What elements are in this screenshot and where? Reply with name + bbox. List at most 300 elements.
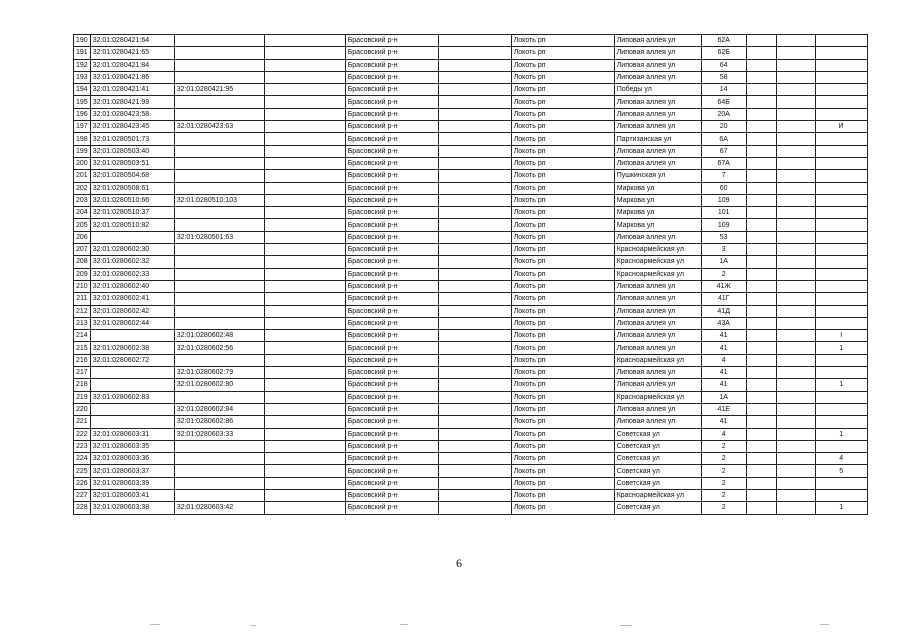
- table-cell: 32:01:0280423:45: [90, 121, 174, 133]
- table-cell: 32:01:0280603:39: [90, 477, 174, 489]
- table-cell: [90, 403, 174, 415]
- table-cell: [90, 231, 174, 243]
- table-cell: [174, 280, 264, 292]
- table-cell: [776, 391, 815, 403]
- table-cell: [264, 96, 345, 108]
- table-cell: [438, 219, 511, 231]
- table-cell: [776, 453, 815, 465]
- table-cell: [776, 35, 815, 47]
- table-cell: 32:01:0280602:40: [90, 280, 174, 292]
- table-cell: [776, 354, 815, 366]
- table-cell: [438, 305, 511, 317]
- table-cell: 7: [701, 170, 746, 182]
- table-cell: Локоть рп: [511, 84, 614, 96]
- table-cell: Брасовский р-н: [345, 465, 438, 477]
- table-row: [74, 47, 868, 59]
- table-cell: [438, 440, 511, 452]
- table-cell: [438, 96, 511, 108]
- table-row: [74, 219, 868, 231]
- table-cell: 32:01:0280603:33: [174, 428, 264, 440]
- table-cell: [815, 244, 867, 256]
- table-cell: [776, 157, 815, 169]
- table-cell: [746, 305, 776, 317]
- table-cell: [746, 35, 776, 47]
- table-cell: 217: [74, 367, 91, 379]
- table-row: [74, 96, 868, 108]
- table-cell: [264, 391, 345, 403]
- table-cell: Брасовский р-н: [345, 121, 438, 133]
- table-cell: [174, 170, 264, 182]
- table-cell: [746, 268, 776, 280]
- table-cell: [438, 121, 511, 133]
- table-cell: [438, 207, 511, 219]
- table-cell: [815, 293, 867, 305]
- table-cell: [174, 47, 264, 59]
- table-cell: [264, 465, 345, 477]
- table-cell: 32:01:0280421:86: [90, 71, 174, 83]
- table-cell: [746, 379, 776, 391]
- table-cell: [174, 256, 264, 268]
- table-cell: [746, 207, 776, 219]
- table-cell: [746, 477, 776, 489]
- table-cell: 216: [74, 354, 91, 366]
- table-cell: [174, 96, 264, 108]
- table-cell: 32:01:0280603:42: [174, 502, 264, 514]
- table-cell: Локоть рп: [511, 207, 614, 219]
- table-cell: [815, 489, 867, 501]
- table-cell: Локоть рп: [511, 59, 614, 71]
- table-cell: 32:01:0280602:42: [90, 305, 174, 317]
- table-cell: Советская ул: [614, 477, 701, 489]
- table-cell: [438, 330, 511, 342]
- table-cell: [815, 59, 867, 71]
- table-cell: [438, 157, 511, 169]
- table-cell: [264, 453, 345, 465]
- table-cell: 32:01:0280602:41: [90, 293, 174, 305]
- table-cell: [90, 330, 174, 342]
- table-cell: Локоть рп: [511, 268, 614, 280]
- table-cell: 32:01:0280421:41: [90, 84, 174, 96]
- table-cell: Локоть рп: [511, 342, 614, 354]
- table-cell: Брасовский р-н: [345, 219, 438, 231]
- table-cell: Победы ул: [614, 84, 701, 96]
- table-cell: Липовая аллея ул: [614, 330, 701, 342]
- table-cell: Брасовский р-н: [345, 317, 438, 329]
- table-cell: 2: [701, 440, 746, 452]
- table-body: [74, 35, 868, 515]
- table-cell: 1А: [701, 256, 746, 268]
- table-row: [74, 207, 868, 219]
- table-cell: Локоть рп: [511, 256, 614, 268]
- table-cell: [174, 145, 264, 157]
- table-cell: 41: [701, 379, 746, 391]
- table-cell: [438, 317, 511, 329]
- table-cell: [815, 403, 867, 415]
- table-cell: Брасовский р-н: [345, 502, 438, 514]
- table-cell: 4: [701, 354, 746, 366]
- table-cell: [776, 477, 815, 489]
- table-cell: Липовая аллея ул: [614, 35, 701, 47]
- table-cell: [815, 416, 867, 428]
- table-row: [74, 305, 868, 317]
- table-cell: [815, 391, 867, 403]
- table-cell: [776, 465, 815, 477]
- table-cell: 201: [74, 170, 91, 182]
- table-row: [74, 71, 868, 83]
- table-cell: 193: [74, 71, 91, 83]
- table-cell: [815, 35, 867, 47]
- table-cell: 1А: [701, 391, 746, 403]
- table-cell: 32:01:0280510:66: [90, 194, 174, 206]
- table-cell: [776, 71, 815, 83]
- table-cell: Брасовский р-н: [345, 96, 438, 108]
- table-cell: Брасовский р-н: [345, 133, 438, 145]
- table-cell: [264, 256, 345, 268]
- table-cell: 32:01:0280510:82: [90, 219, 174, 231]
- table-cell: 32:01:0280602:48: [174, 330, 264, 342]
- table-cell: 3: [701, 244, 746, 256]
- table-cell: [174, 453, 264, 465]
- table-cell: [776, 489, 815, 501]
- table-cell: [815, 170, 867, 182]
- table-cell: Брасовский р-н: [345, 354, 438, 366]
- table-cell: Брасовский р-н: [345, 47, 438, 59]
- table-cell: [776, 219, 815, 231]
- table-row: [74, 391, 868, 403]
- table-cell: [264, 121, 345, 133]
- table-cell: 32:01:0280603:38: [90, 502, 174, 514]
- table-cell: 224: [74, 453, 91, 465]
- table-cell: [776, 342, 815, 354]
- table-cell: Брасовский р-н: [345, 293, 438, 305]
- table-cell: [746, 121, 776, 133]
- table-cell: Липовая аллея ул: [614, 96, 701, 108]
- table-cell: 32:01:0280602:33: [90, 268, 174, 280]
- table-cell: [438, 280, 511, 292]
- table-cell: Брасовский р-н: [345, 207, 438, 219]
- table-cell: [264, 354, 345, 366]
- table-cell: 2: [701, 268, 746, 280]
- table-cell: Локоть рп: [511, 440, 614, 452]
- table-cell: Красноармейская ул: [614, 244, 701, 256]
- table-cell: Локоть рп: [511, 244, 614, 256]
- table-cell: [776, 403, 815, 415]
- table-row: [74, 477, 868, 489]
- table-cell: 215: [74, 342, 91, 354]
- table-cell: [776, 367, 815, 379]
- table-cell: 2: [701, 477, 746, 489]
- table-cell: [174, 440, 264, 452]
- table-cell: 32:01:0280423:58: [90, 108, 174, 120]
- table-cell: [746, 403, 776, 415]
- table-cell: Брасовский р-н: [345, 268, 438, 280]
- table-cell: [815, 96, 867, 108]
- table-cell: [815, 157, 867, 169]
- table-cell: Липовая аллея ул: [614, 293, 701, 305]
- table-cell: Локоть рп: [511, 502, 614, 514]
- table-cell: [264, 293, 345, 305]
- table-cell: I: [815, 330, 867, 342]
- table-cell: [438, 293, 511, 305]
- table-cell: 101: [701, 207, 746, 219]
- table-cell: [264, 84, 345, 96]
- table-cell: [776, 440, 815, 452]
- table-cell: [90, 379, 174, 391]
- table-cell: 32:01:0280602:80: [174, 379, 264, 391]
- table-cell: [746, 428, 776, 440]
- table-cell: [776, 330, 815, 342]
- table-cell: Брасовский р-н: [345, 440, 438, 452]
- table-cell: 32:01:0280421:65: [90, 47, 174, 59]
- table-cell: [438, 465, 511, 477]
- table-row: [74, 317, 868, 329]
- table-cell: [438, 268, 511, 280]
- table-cell: 196: [74, 108, 91, 120]
- table-cell: [438, 182, 511, 194]
- table-cell: [815, 256, 867, 268]
- table-cell: Брасовский р-н: [345, 330, 438, 342]
- table-cell: [746, 465, 776, 477]
- table-cell: [815, 477, 867, 489]
- table-cell: 32:01:0280503:51: [90, 157, 174, 169]
- table-cell: [174, 354, 264, 366]
- table-cell: 41Ж: [701, 280, 746, 292]
- table-cell: [438, 477, 511, 489]
- table-cell: [438, 416, 511, 428]
- table-cell: 228: [74, 502, 91, 514]
- table-row: [74, 330, 868, 342]
- table-cell: Локоть рп: [511, 133, 614, 145]
- table-cell: Маркова ул: [614, 219, 701, 231]
- table-cell: 58: [701, 71, 746, 83]
- table-cell: 32:01:0280602:72: [90, 354, 174, 366]
- table-cell: [815, 182, 867, 194]
- table-cell: Брасовский р-н: [345, 367, 438, 379]
- table-cell: 2: [701, 502, 746, 514]
- table-cell: Локоть рп: [511, 96, 614, 108]
- table-cell: [815, 219, 867, 231]
- table-cell: [438, 108, 511, 120]
- table-cell: 198: [74, 133, 91, 145]
- table-cell: Брасовский р-н: [345, 59, 438, 71]
- table-cell: 204: [74, 207, 91, 219]
- table-cell: 41: [701, 416, 746, 428]
- table-cell: 192: [74, 59, 91, 71]
- table-row: [74, 293, 868, 305]
- table-row: [74, 354, 868, 366]
- table-cell: Красноармейская ул: [614, 256, 701, 268]
- table-cell: [776, 231, 815, 243]
- table-cell: [174, 71, 264, 83]
- table-cell: [264, 47, 345, 59]
- table-cell: Локоть рп: [511, 465, 614, 477]
- table-cell: 4: [815, 453, 867, 465]
- page-number: 6: [456, 556, 462, 570]
- table-cell: 67: [701, 145, 746, 157]
- table-cell: [438, 428, 511, 440]
- table-cell: [746, 96, 776, 108]
- table-cell: 14: [701, 84, 746, 96]
- table-cell: [776, 305, 815, 317]
- table-row: [74, 280, 868, 292]
- table-row: [74, 428, 868, 440]
- table-cell: [174, 477, 264, 489]
- table-cell: Липовая аллея ул: [614, 367, 701, 379]
- table-cell: Локоть рп: [511, 379, 614, 391]
- table-cell: [174, 108, 264, 120]
- table-cell: [746, 108, 776, 120]
- table-cell: [438, 231, 511, 243]
- table-cell: [746, 502, 776, 514]
- table-cell: Брасовский р-н: [345, 256, 438, 268]
- table-cell: [438, 403, 511, 415]
- table-cell: [746, 440, 776, 452]
- table-cell: 41Д: [701, 305, 746, 317]
- table-cell: [815, 367, 867, 379]
- table-cell: [776, 379, 815, 391]
- table-cell: [815, 145, 867, 157]
- table-cell: Брасовский р-н: [345, 244, 438, 256]
- table-cell: [815, 231, 867, 243]
- table-cell: Красноармейская ул: [614, 268, 701, 280]
- table-cell: [815, 268, 867, 280]
- table-cell: Липовая аллея ул: [614, 403, 701, 415]
- table-cell: 32:01:0280602:44: [90, 317, 174, 329]
- table-cell: [776, 59, 815, 71]
- table-row: [74, 133, 868, 145]
- table-cell: 41: [701, 367, 746, 379]
- table-cell: 41: [701, 342, 746, 354]
- table-cell: Липовая аллея ул: [614, 342, 701, 354]
- table-cell: 32:01:0280602:32: [90, 256, 174, 268]
- table-cell: Липовая аллея ул: [614, 416, 701, 428]
- table-cell: 1: [815, 428, 867, 440]
- table-cell: [776, 84, 815, 96]
- table-cell: [746, 157, 776, 169]
- table-cell: Маркова ул: [614, 194, 701, 206]
- table-cell: [438, 342, 511, 354]
- table-cell: [438, 133, 511, 145]
- table-cell: 1: [815, 502, 867, 514]
- table-cell: [746, 453, 776, 465]
- table-cell: [746, 231, 776, 243]
- table-cell: Локоть рп: [511, 170, 614, 182]
- table-cell: [776, 268, 815, 280]
- table-cell: [264, 145, 345, 157]
- table-cell: Пушкинская ул: [614, 170, 701, 182]
- table-cell: [264, 244, 345, 256]
- table-cell: 20: [701, 121, 746, 133]
- table-cell: [264, 182, 345, 194]
- table-cell: Локоть рп: [511, 453, 614, 465]
- table-cell: Локоть рп: [511, 330, 614, 342]
- table-row: [74, 416, 868, 428]
- table-cell: Брасовский р-н: [345, 231, 438, 243]
- table-cell: [264, 342, 345, 354]
- table-row: [74, 465, 868, 477]
- table-cell: [264, 219, 345, 231]
- table-row: [74, 268, 868, 280]
- table-cell: 32:01:0280602:83: [90, 391, 174, 403]
- scan-artifact: [620, 625, 632, 626]
- table-row: [74, 379, 868, 391]
- table-cell: [174, 465, 264, 477]
- table-cell: 41Г: [701, 293, 746, 305]
- table-cell: [746, 416, 776, 428]
- table-cell: [776, 108, 815, 120]
- table-cell: [438, 194, 511, 206]
- table-cell: [264, 502, 345, 514]
- table-cell: [815, 108, 867, 120]
- table-row: [74, 244, 868, 256]
- table-cell: 32:01:0280504:68: [90, 170, 174, 182]
- table-cell: 206: [74, 231, 91, 243]
- scan-artifact: [400, 624, 408, 625]
- table-cell: 205: [74, 219, 91, 231]
- table-cell: 32:01:0280603:31: [90, 428, 174, 440]
- table-cell: [264, 108, 345, 120]
- table-cell: 109: [701, 194, 746, 206]
- table-row: [74, 182, 868, 194]
- table-cell: Локоть рп: [511, 145, 614, 157]
- table-cell: [746, 293, 776, 305]
- table-cell: 32:01:0280602:56: [174, 342, 264, 354]
- table-cell: [174, 305, 264, 317]
- table-cell: [776, 133, 815, 145]
- table-cell: Локоть рп: [511, 157, 614, 169]
- table-cell: [264, 489, 345, 501]
- table-cell: 4: [701, 428, 746, 440]
- table-cell: [174, 207, 264, 219]
- table-cell: [264, 379, 345, 391]
- table-cell: [264, 59, 345, 71]
- table-cell: 32:01:0280421:64: [90, 35, 174, 47]
- table-cell: 2: [701, 465, 746, 477]
- table-cell: [174, 157, 264, 169]
- table-cell: Советская ул: [614, 453, 701, 465]
- table-cell: 32:01:0280510:37: [90, 207, 174, 219]
- table-cell: [264, 416, 345, 428]
- table-cell: Брасовский р-н: [345, 157, 438, 169]
- table-cell: Локоть рп: [511, 121, 614, 133]
- table-cell: [746, 133, 776, 145]
- table-cell: 32:01:0280421:95: [174, 84, 264, 96]
- table-cell: Локоть рп: [511, 403, 614, 415]
- table-cell: [746, 342, 776, 354]
- table-cell: 64: [701, 59, 746, 71]
- table-cell: [746, 317, 776, 329]
- table-cell: 32:01:0280603:37: [90, 465, 174, 477]
- table-cell: [746, 219, 776, 231]
- table-cell: Брасовский р-н: [345, 379, 438, 391]
- table-cell: [264, 317, 345, 329]
- table-cell: 32:01:0280602:84: [174, 403, 264, 415]
- table-cell: 2: [701, 453, 746, 465]
- cadastral-table: [73, 34, 868, 515]
- table-cell: [174, 182, 264, 194]
- table-cell: 32:01:0280602:30: [90, 244, 174, 256]
- table-cell: [438, 71, 511, 83]
- table-cell: 6А: [701, 133, 746, 145]
- table-cell: 190: [74, 35, 91, 47]
- table-cell: Липовая аллея ул: [614, 121, 701, 133]
- table-cell: Локоть рп: [511, 317, 614, 329]
- table-cell: [264, 71, 345, 83]
- table-cell: [438, 47, 511, 59]
- table-cell: 32:01:0280602:38: [90, 342, 174, 354]
- table-cell: Брасовский р-н: [345, 403, 438, 415]
- table-cell: 32:01:0280508:61: [90, 182, 174, 194]
